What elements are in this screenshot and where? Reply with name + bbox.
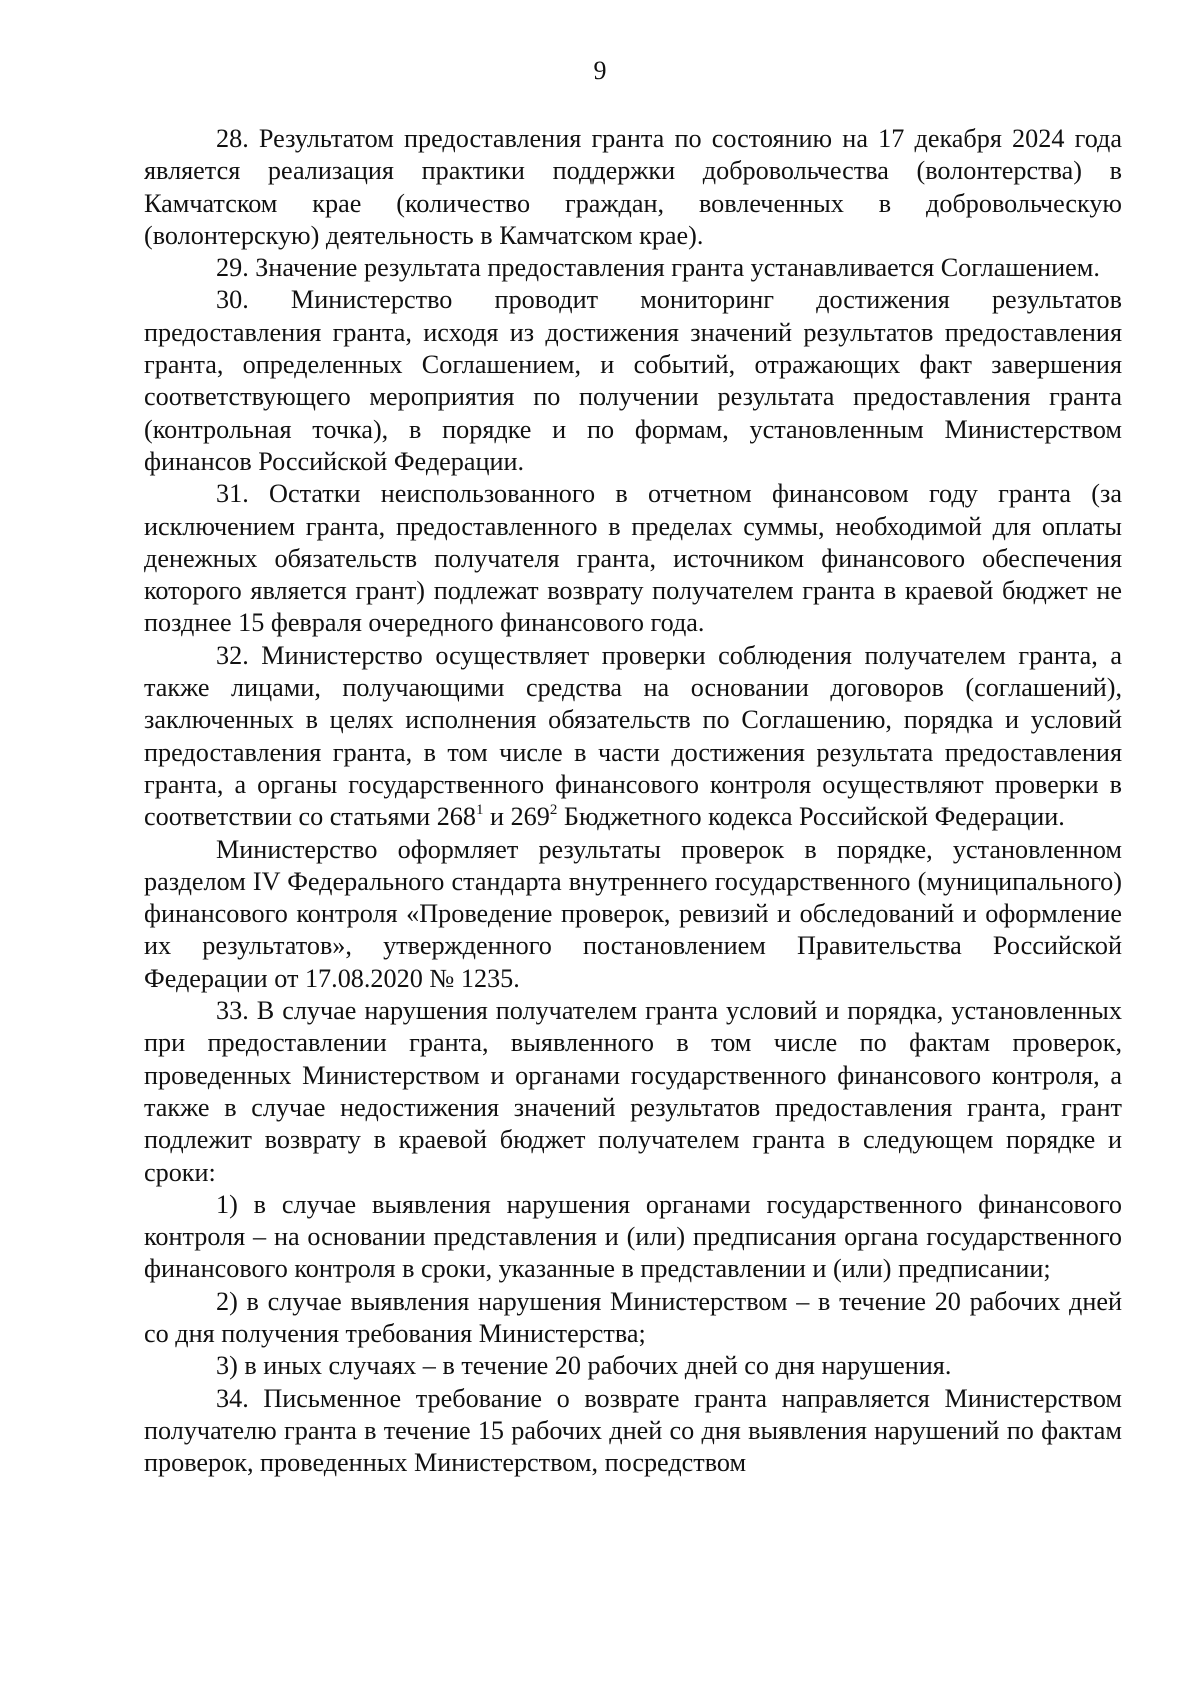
article-268-superscript: 1 (475, 801, 484, 818)
list-item-1: 1) в случае выявления нарушения органами государственного финансового контроля – на основании представления и (или) предписания органа государственного финансового контроля в сроки, указанные в представлении и (или) предписании; (144, 1189, 1122, 1284)
paragraph-33: 33. В случае нарушения получателем гранта условий и порядка, установленных при предоставлении гранта, выявленного в том числе по фактам проверок, проведенных Министерством и органами государственного финансового контроля, а также в случае недостижения значений результатов предоставления гранта, грант подлежит возврату в краевой бюджет получателем гранта в следующем порядке и сроки: (144, 996, 1122, 1187)
page-number: 9 (593, 56, 607, 85)
article-269-ref: $269^2$ (510, 801, 558, 832)
paragraph-32-tail: Бюджетного кодекса Российской Федерации. (563, 802, 1065, 832)
paragraph-34: 34. Письменное требование о возврате гранта направляется Министерством получателю гранта в течение 15 рабочих дней со дня выявления нарушений по фактам проверок, проведенных Министерством, посредством (144, 1383, 1122, 1478)
paragraph-31: 31. Остатки неиспользованного в отчетном финансовом году гранта (за исключением гранта, предоставленного в пределах суммы, необходимой для оплаты денежных обязательств получателя гранта, источником финансового обеспечения которого является грант) подлежат возврату получателем гранта в краевой бюджет не позднее 15 февраля очередного финансового года. (144, 479, 1122, 638)
paragraph-32 (144, 640, 1122, 834)
paragraph-32-text: 32. Министерство осуществляет проверки соблюдения получателем гранта, а также лицами, получающими средства на основании договоров (соглашений), заключенных в целях исполнения обязательств по Соглашению, порядка и условий предоставления гранта, в том числе в части достижения результата предоставления гранта, а органы государственного финансового контроля осуществляют проверки в соответствии со статьями (144, 640, 1122, 832)
document-body (144, 123, 1122, 1479)
paragraph-inspection-results: Министерство оформляет результаты проверок в порядке, установленном разделом IV Федерального стандарта внутреннего государственного (муниципального) финансового контроля «Проведение проверок, ревизий и обследований и оформление их результатов», утвержденного постановлением Правительства Российской Федерации от 17.08.2020 № 1235. (144, 834, 1122, 993)
paragraph-28: 28. Результатом предоставления гранта по состоянию на 17 декабря 2024 года является реализация практики поддержки добровольчества (волонтерства) в Камчатском крае (количество граждан, вовлеченных в добровольческую (волонтерскую) деятельность в Камчатском крае). (144, 124, 1122, 250)
article-268-ref: $268^1$ (436, 801, 484, 832)
paragraph-30: 30. Министерство проводит мониторинг достижения результатов предоставления гранта, исходя из достижения значений результатов предоставления гранта, определенных Соглашением, и событий, отражающих факт завершения соответствующего мероприятия по получении результата предоставления гранта (контрольная точка), в порядке и по формам, установленным Министерством финансов Российской Федерации. (144, 285, 1122, 476)
list-item-2: 2) в случае выявления нарушения Министерством – в течение 20 рабочих дней со дня получения требования Министерства; (144, 1286, 1122, 1348)
conjunction: и (490, 802, 505, 832)
paragraph-29: 29. Значение результата предоставления гранта устанавливается Соглашением. (216, 253, 1100, 283)
list-item-3: 3) в иных случаях – в течение 20 рабочих дней со дня нарушения. (216, 1351, 952, 1381)
article-269-superscript: 2 (549, 801, 558, 818)
